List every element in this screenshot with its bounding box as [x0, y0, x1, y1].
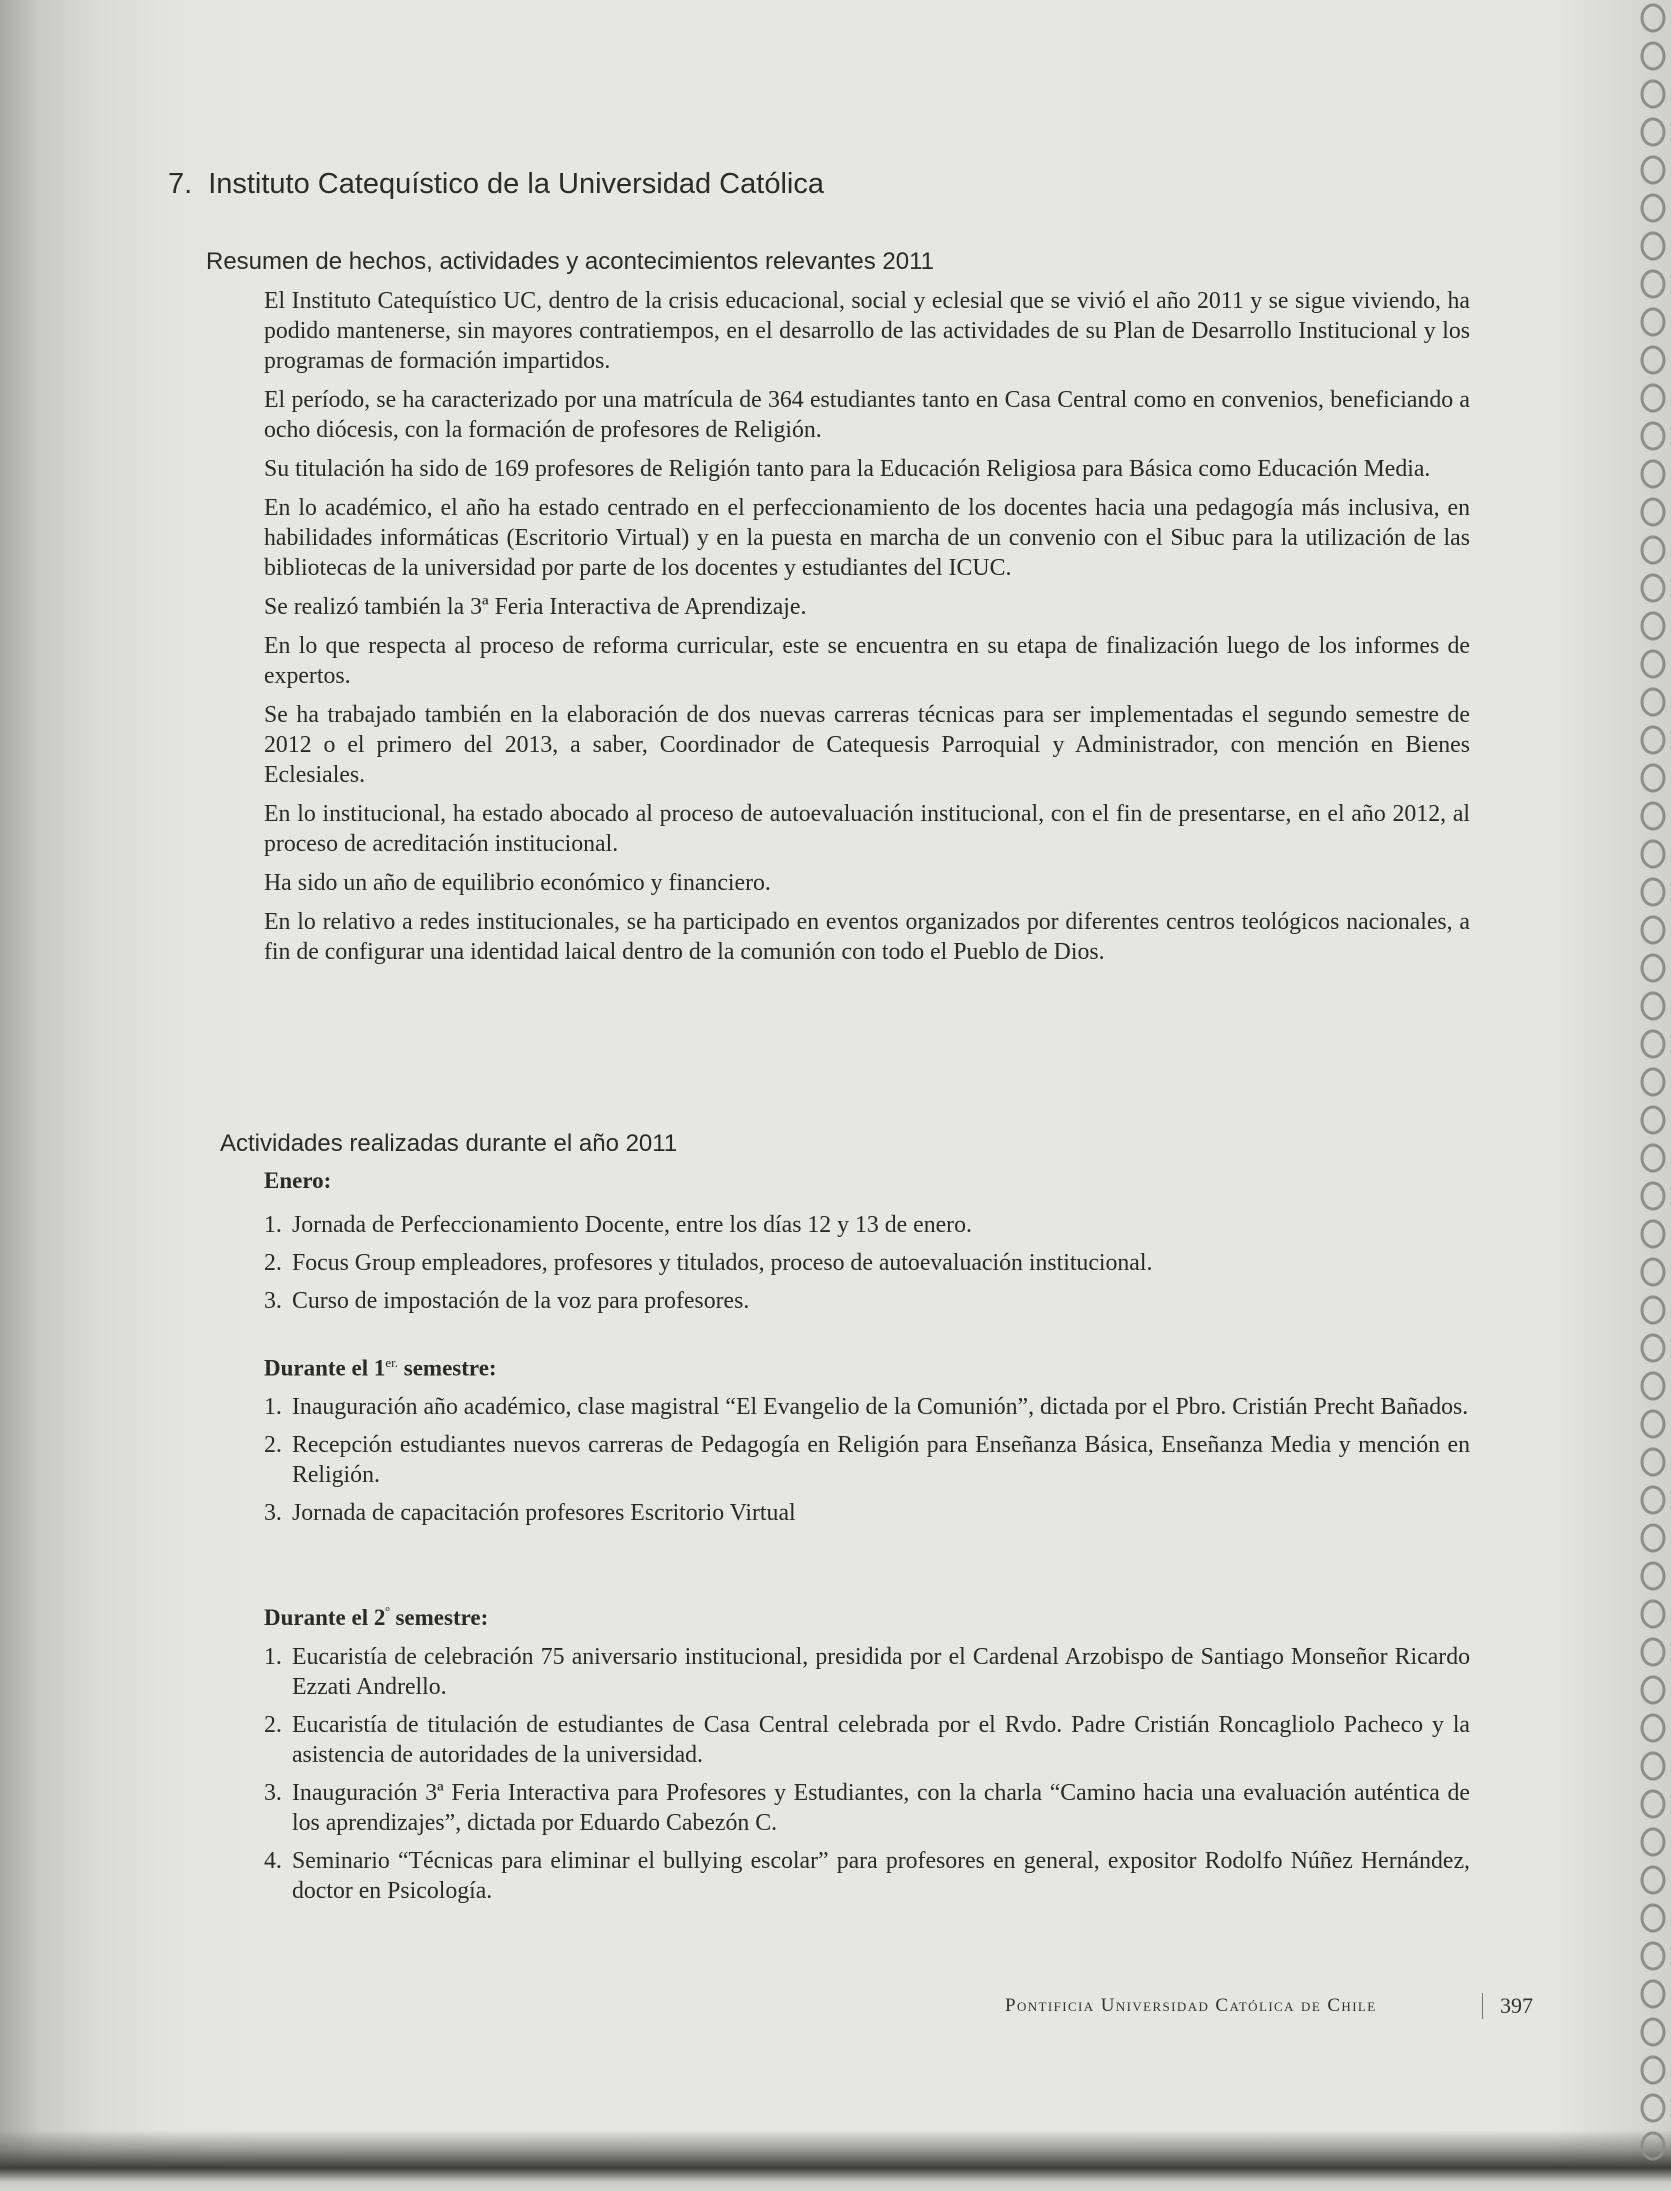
list-item: 3. Jornada de capacitación profesores Escritorio Virtual: [264, 1500, 796, 1526]
list-item: 2. Focus Group empleadores, profesores y titulados, proceso de autoevaluación institucional.: [264, 1250, 1153, 1276]
summary-paragraph: Se ha trabajado también en la elaboración de dos nuevas carreras técnicas para ser implementadas el segundo semestre de 2012 o el primero del 2013, a saber, Coordinador de Catequesis Parroquial y Administrador, con mención en Bienes Eclesiales.: [264, 702, 1470, 788]
list-item: 2. Eucaristía de titulación de estudiantes de Casa Central celebrada por el Rvdo. Padre Cristián Roncagliolo Pacheco y la asistencia de autoridades de la universidad.: [264, 1712, 1470, 1768]
list-item: 1. Jornada de Perfeccionamiento Docente, entre los días 12 y 13 de enero.: [264, 1212, 972, 1238]
activities-heading: Actividades realizadas durante el año 2011: [220, 1130, 678, 1157]
summary-paragraph: Ha sido un año de equilibrio económico y financiero.: [264, 870, 771, 896]
list-item: 1. Eucaristía de celebración 75 aniversario institucional, presidida por el Cardenal Arzobispo de Santiago Monseñor Ricardo Ezzati Andrello.: [264, 1644, 1470, 1700]
list-item: 3. Curso de impostación de la voz para profesores.: [264, 1288, 750, 1314]
enero-list: [264, 1210, 1470, 1324]
summary-paragraph: El período, se ha caracterizado por una matrícula de 364 estudiantes tanto en Casa Central como en convenios, beneficiando a ocho diócesis, con la formación de profesores de Religión.: [264, 387, 1470, 443]
section-heading: [168, 168, 824, 201]
semester-2-list: [264, 1642, 1470, 1914]
semester-1-list: [264, 1392, 1470, 1536]
list-item: 1. Inauguración año académico, clase magistral “El Evangelio de la Comunión”, dictada por el Pbro. Cristián Precht Bañados.: [264, 1394, 1469, 1420]
summary-paragraph: El Instituto Catequístico UC, dentro de la crisis educacional, social y eclesial que se vivió el año 2011 y se sigue viviendo, ha podido mantenerse, sin mayores contratiempos, en el desarrollo de las actividades de su Plan de Desarrollo Institucional y los programas de formación impartidos.: [264, 288, 1470, 374]
semester-1-label: Durante el $1^{er.}$ semestre:: [264, 1355, 497, 1381]
page-number: 397: [1500, 1993, 1533, 2018]
summary-paragraph: En lo que respecta al proceso de reforma curricular, este se encuentra en su etapa de finalización luego de los informes de expertos.: [264, 633, 1470, 689]
summary-paragraph: En lo institucional, ha estado abocado al proceso de autoevaluación institucional, con el fin de presentarse, en el año 2012, al proceso de acreditación institucional.: [264, 801, 1470, 857]
list-item: 3. Inauguración 3ª Feria Interactiva para Profesores y Estudiantes, con la charla “Camino hacia una evaluación auténtica de los aprendizajes”, dictada por Eduardo Cabezón C.: [264, 1780, 1470, 1836]
footer-institution: Pontificia Universidad Católica de Chile: [1005, 1995, 1377, 2016]
summary-paragraph: En lo relativo a redes institucionales, se ha participado en eventos organizados por diferentes centros teológicos nacionales, a fin de configurar una identidad laical dentro de la comunión con todo el Pueblo de Dios.: [264, 909, 1470, 965]
list-item: 2. Recepción estudiantes nuevos carreras de Pedagogía en Religión para Enseñanza Básica, Enseñanza Media y mención en Religión.: [264, 1432, 1470, 1488]
summary-heading: Resumen de hechos, actividades y acontecimientos relevantes 2011: [206, 248, 934, 275]
footer-divider: [1482, 1993, 1483, 2019]
enero-label: Enero:: [264, 1168, 332, 1193]
summary-paragraphs: [264, 286, 1470, 976]
summary-paragraph: Se realizó también la 3ª Feria Interactiva de Aprendizaje.: [264, 594, 807, 620]
section-title: Instituto Catequístico de la Universidad Católica: [208, 168, 824, 200]
semester-2-label: Durante el $2^º$ semestre:: [264, 1605, 489, 1630]
section-number: 7.: [168, 168, 193, 200]
summary-paragraph: En lo académico, el año ha estado centrado en el perfeccionamiento de los docentes hacia una pedagogía más inclusiva, en habilidades informáticas (Escritorio Virtual) y en la puesta en marcha de un convenio con el Sibuc para la utilización de las bibliotecas de la universidad por parte de los docentes y estudiantes del ICUC.: [264, 495, 1470, 581]
summary-paragraph: Su titulación ha sido de 169 profesores de Religión tanto para la Educación Religiosa para Básica como Educación Media.: [264, 456, 1431, 482]
list-item: 4. Seminario “Técnicas para eliminar el bullying escolar” para profesores en general, expositor Rodolfo Núñez Hernández, doctor en Psicología.: [264, 1848, 1470, 1904]
